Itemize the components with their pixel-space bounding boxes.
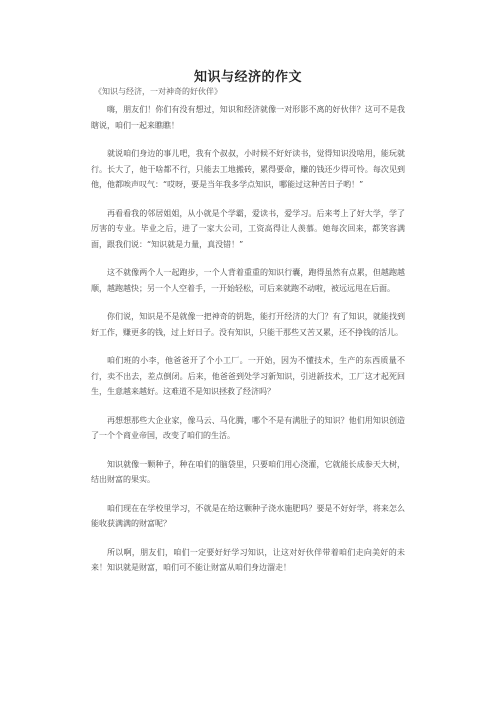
paragraph-1: 嗨，朋友们！你们有没有想过，知识和经济就像一对形影不离的好伙伴？这可不是我瞎说，咱们一起来瞧瞧！ xyxy=(91,105,405,130)
paragraph-10: 所以啊，朋友们，咱们一定要好好学习知识，让这对好伙伴带着咱们走向美好的未来！知识就是财富，咱们可不能让财富从咱们身边溜走！ xyxy=(91,547,405,572)
paragraph-2: 就说咱们身边的事儿吧，我有个叔叔，小时候不好好读书，觉得知识没啥用，能玩就行。长大了，他干啥都不行，只能去工地搬砖，累得要命，赚的钱还少得可怜。每次见到他，他都唉声叹气：“哎呀，要是当年我多学点知识，哪能过这种苦日子哟！” xyxy=(91,149,405,189)
document-title: 知识与经济的作文 xyxy=(193,70,302,85)
paragraph-9: 咱们现在在学校里学习，不就是在给这颗种子浇水施肥吗？要是不好好学，将来怎么能收获满满的财富呢？ xyxy=(91,503,405,528)
document-body xyxy=(91,102,405,589)
document-subtitle: 《知识与经济，一对神奇的好伙伴》 xyxy=(94,87,222,96)
paragraph-3: 再看看我的邻居姐姐，从小就是个学霸，爱读书，爱学习。后来考上了好大学，学了厉害的专业。毕业之后，进了一家大公司，工资高得让人羡慕。她每次回来，都笑容满面，跟我们说：“知识就是力量，真没错！” xyxy=(91,208,405,249)
paragraph-5: 你们说，知识是不是就像一把神奇的钥匙，能打开经济的大门？有了知识，就能找到好工作，赚更多的钱，过上好日子。没有知识，只能干那些又苦又累，还不挣钱的活儿。 xyxy=(91,312,405,337)
paragraph-7: 再想想那些大企业家，像马云、马化腾，哪个不是有满肚子的知识？他们用知识创造了一个个商业帝国，改变了咱们的生活。 xyxy=(91,415,405,440)
paragraph-4: 这不就像两个人一起跑步，一个人背着重重的知识行囊，跑得虽然有点累，但越跑越顺，越跑越快；另一个人空着手，一开始轻松，可后来就跑不动啦，被远远甩在后面。 xyxy=(91,268,405,293)
paragraph-6: 咱们班的小李，他爸爸开了个小工厂。一开始，因为不懂技术，生产的东西质量不行，卖不出去，差点倒闭。后来，他爸爸到处学习新知识，引进新技术，工厂这才起死回生，生意越来越好。这难道不是知识拯救了经济吗？ xyxy=(91,356,405,396)
paragraph-8: 知识就像一颗种子，种在咱们的脑袋里，只要咱们用心浇灌，它就能长成参天大树，结出财富的果实。 xyxy=(91,459,405,484)
